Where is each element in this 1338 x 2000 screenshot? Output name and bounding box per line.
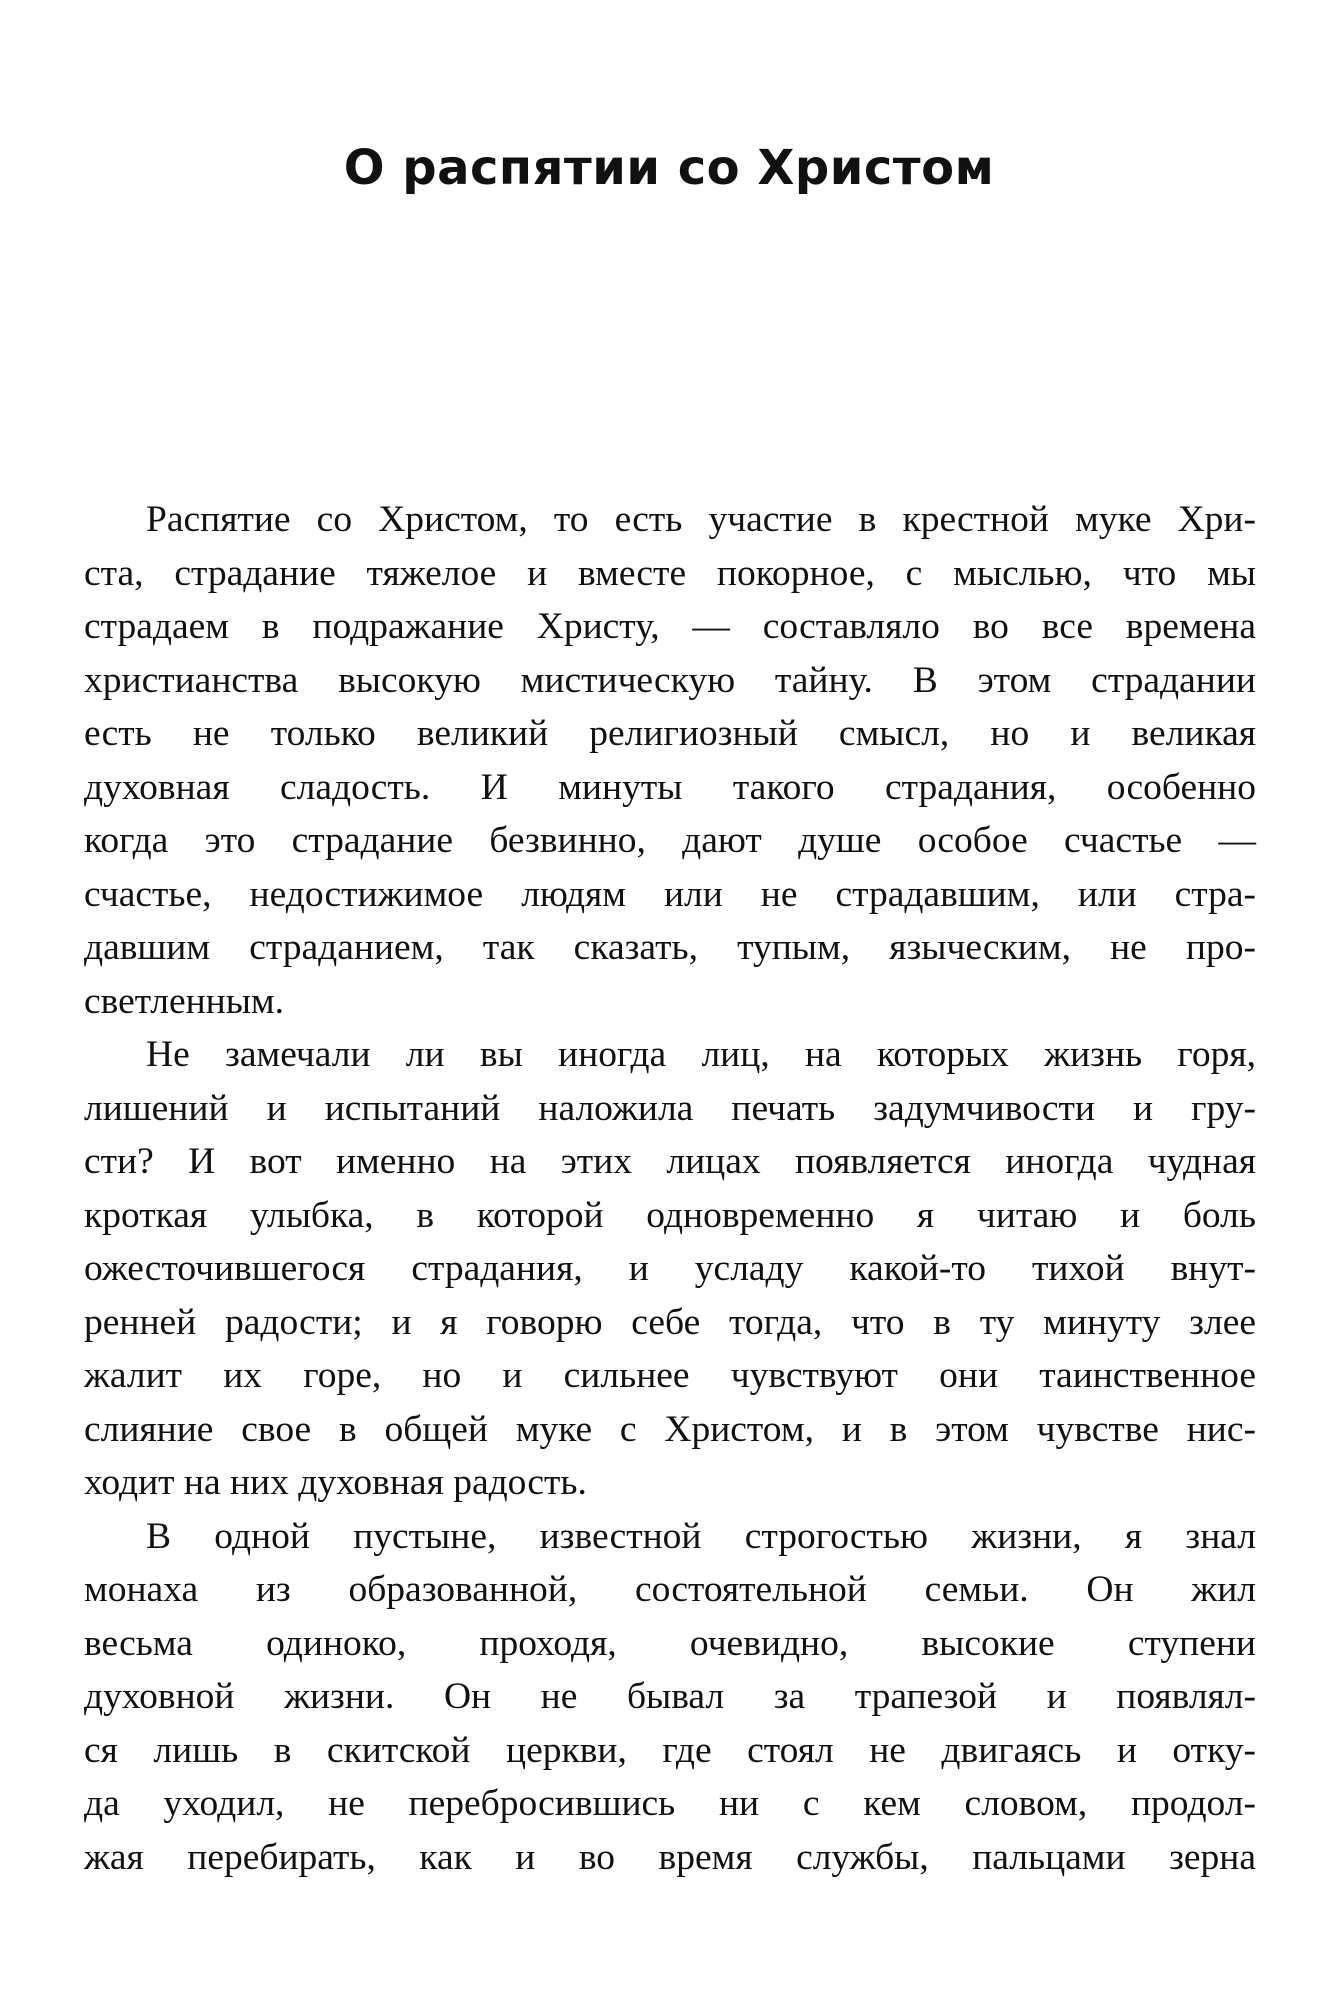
text-line: страдаем в подражание Христу, — составляло во все времена	[84, 606, 1256, 647]
text-line: весьма одиноко, проходя, очевидно, высокие ступени	[84, 1622, 1256, 1664]
text-line: да уходил, не перебросившись ни с кем словом, продол-	[84, 1783, 1256, 1824]
text-line: ренней радости; и я говорю себе тогда, что в ту минуту злее	[84, 1301, 1256, 1343]
paragraph	[84, 493, 1256, 1028]
paragraph	[84, 1510, 1256, 1885]
text-line: духовная сладость. И минуты такого страдания, особенно	[84, 766, 1256, 808]
text-line: жая перебирать, как и во время службы, пальцами зерна	[84, 1836, 1256, 1878]
text-line: счастье, недостижимое людям или не страдавшим, или стра-	[84, 873, 1256, 915]
text-line: жалит их горе, но и сильнее чувствуют они таинственное	[84, 1355, 1256, 1396]
text-line: ся лишь в скитской церкви, где стоял не двигаясь и отку-	[84, 1729, 1256, 1771]
text-line: ходит на них духовная радость.	[84, 1462, 587, 1503]
text-line: ста, страдание тяжелое и вместе покорное, с мыслью, что мы	[84, 552, 1256, 594]
chapter-body	[84, 493, 1256, 1884]
text-line: давшим страданием, так сказать, тупым, языческим, не про-	[84, 927, 1256, 968]
text-line: монаха из образованной, состоятельной семьи. Он жил	[84, 1569, 1256, 1610]
text-line: есть не только великий религиозный смысл, но и великая	[84, 713, 1256, 754]
text-line: кроткая улыбка, в которой одновременно я читаю и боль	[84, 1194, 1256, 1236]
text-line: слияние свое в общей муке с Христом, и в этом чувстве нис-	[84, 1408, 1256, 1450]
text-line: Не замечали ли вы иногда лиц, на которых жизнь горя,	[146, 1034, 1256, 1075]
paragraph	[84, 1028, 1256, 1510]
text-line: светленным.	[84, 980, 285, 1022]
text-line: когда это страдание безвинно, дают душе особое счастье —	[84, 820, 1256, 861]
text-line: ожесточившегося страдания, и усладу какой-то тихой внут-	[84, 1248, 1256, 1289]
text-line: В одной пустыне, известной строгостью жизни, я знал	[146, 1515, 1256, 1557]
chapter-title: О распятии со Христом	[343, 140, 995, 196]
text-line: духовной жизни. Он не бывал за трапезой и появлял-	[84, 1676, 1256, 1717]
text-line: сти? И вот именно на этих лицах появляется иногда чудная	[84, 1141, 1256, 1182]
text-line: Распятие со Христом, то есть участие в крестной муке Хри-	[146, 499, 1256, 540]
text-line: христианства высокую мистическую тайну. В этом страдании	[84, 659, 1256, 701]
text-line: лишений и испытаний наложила печать задумчивости и гру-	[84, 1087, 1256, 1129]
